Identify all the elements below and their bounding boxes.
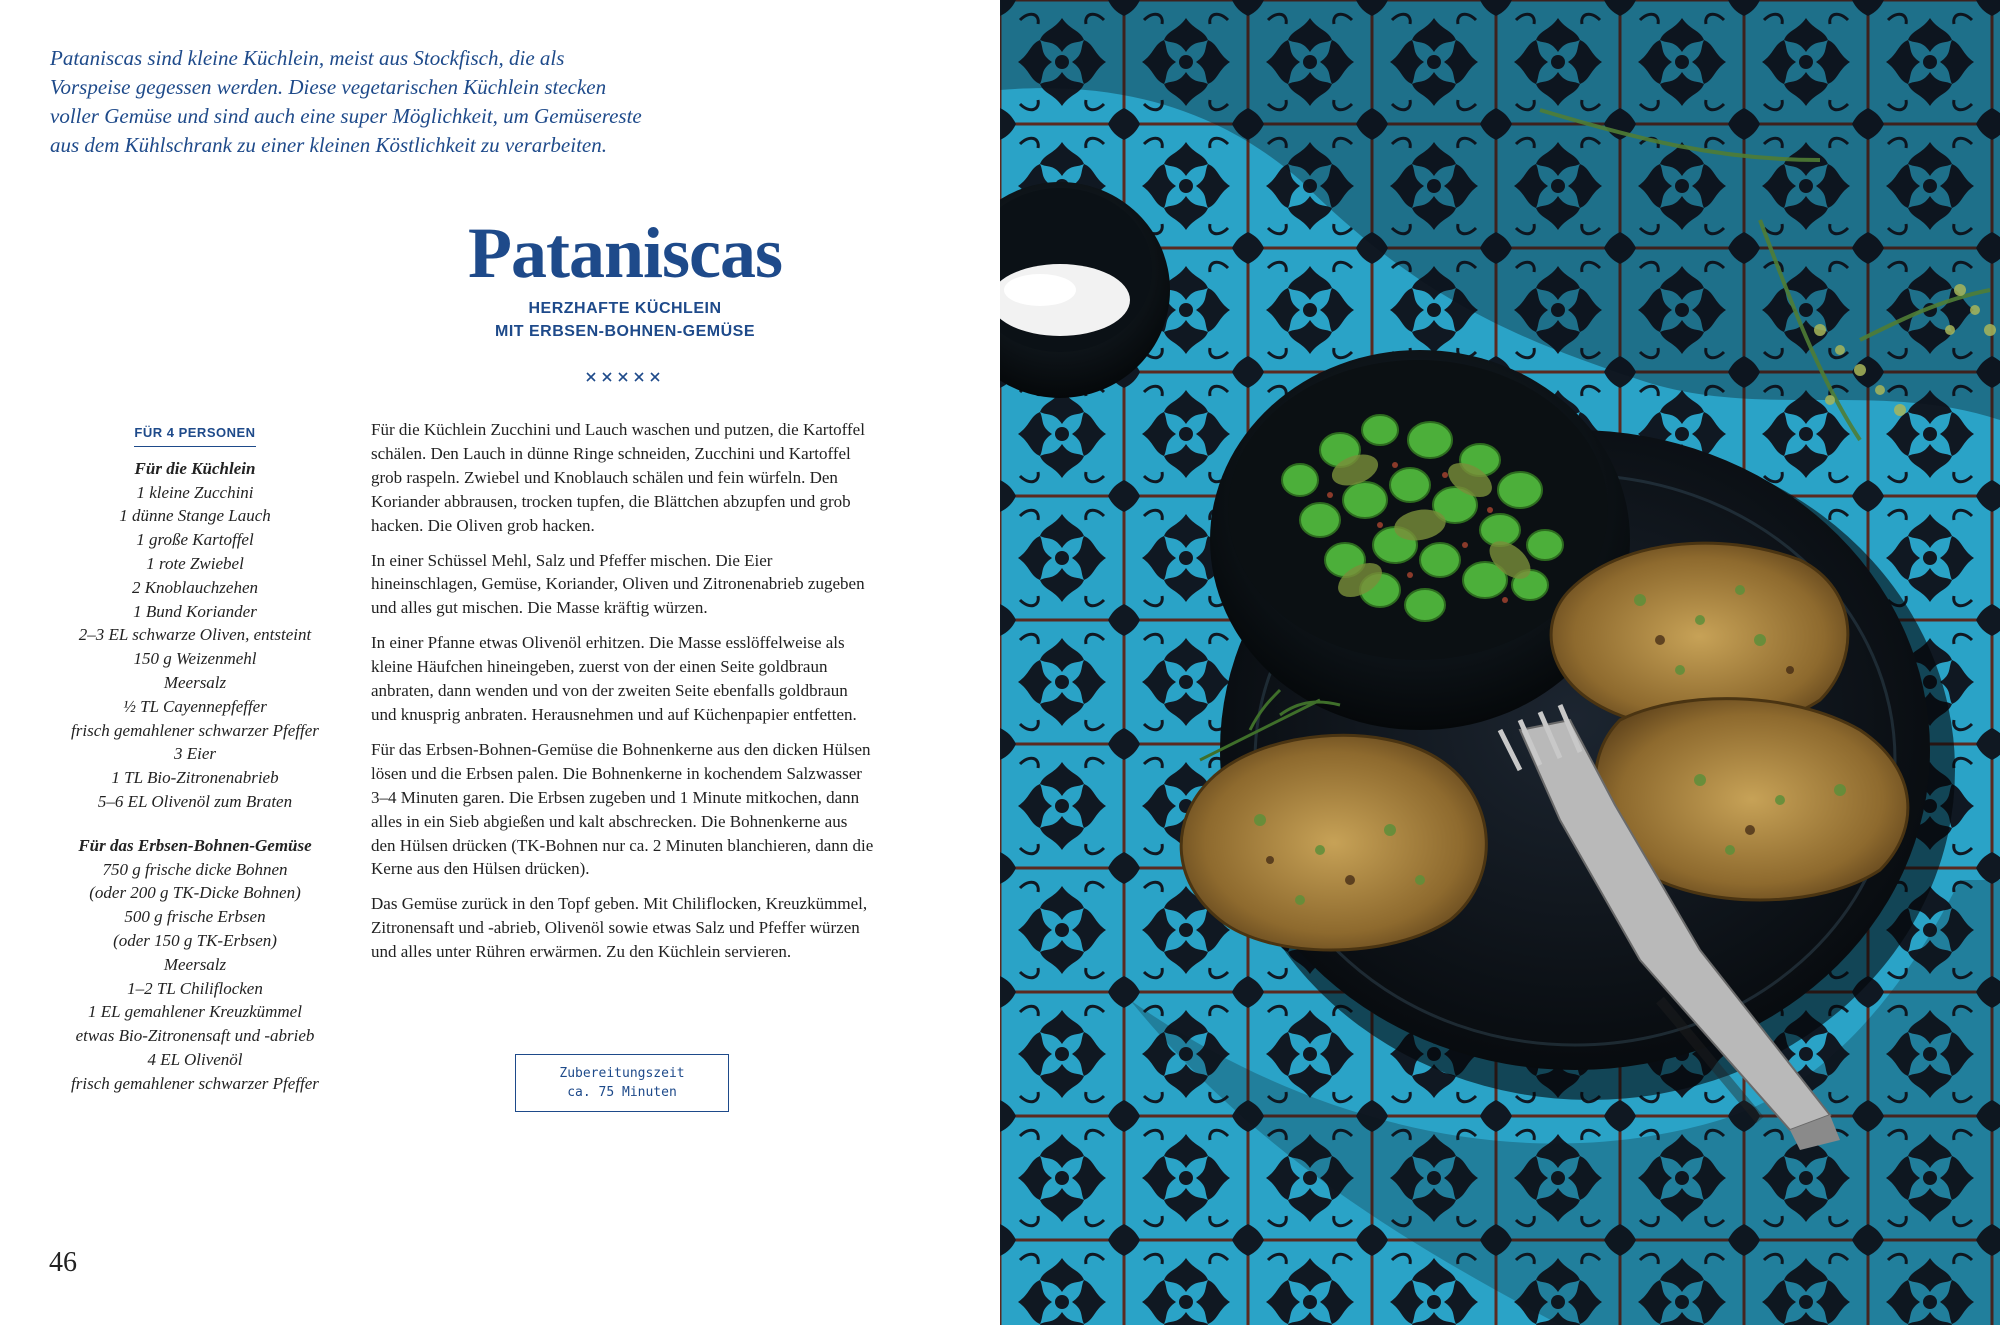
intro-text: Pataniscas sind kleine Küchlein, meist aus Stockfisch, die als Vorspeise gegessen werden. Diese vegetarischen Küchlein stecken voller Gemüse und sind auch eine super Möglichkeit, um Gemüsereste aus dem Kühlschrank zu einer kleinen Köstlichkeit zu verarbeiten. <box>50 46 642 157</box>
ingredient-item: 2 Knoblauchzehen <box>131 577 259 597</box>
recipe-title: Pataniscas <box>468 213 782 293</box>
ingredient-item: 5–6 EL Olivenöl zum Braten <box>97 791 293 811</box>
ingredient-item: frisch gemahlener schwarzer Pfeffer <box>71 720 319 740</box>
ingredient-item: 1 kleine Zucchini <box>136 482 254 502</box>
subtitle-line-1: HERZHAFTE KÜCHLEIN <box>528 300 722 317</box>
prep-time-box <box>515 1054 729 1112</box>
step-paragraph: Das Gemüse zurück in den Topf geben. Mit Chiliflocken, Kreuzkümmel, Zitronensaft und -abrieb, Olivenöl sowie etwas Salz und Pfeffer würzen und alles unter Rühren erwärmen. Zu den Küchlein servieren. <box>371 894 868 962</box>
ingredient-item: 1–2 TL Chiliflocken <box>127 978 263 998</box>
ingredients-list <box>55 420 335 1116</box>
prep-time-label: Zubereitungszeit <box>559 1066 685 1081</box>
ingredient-group-title: Für das Erbsen-Bohnen-Gemüse <box>78 835 312 855</box>
ingredient-group-title: Für die Küchlein <box>134 458 256 478</box>
step-paragraph: In einer Schüssel Mehl, Salz und Pfeffer mischen. Die Eier hineinschlagen, Gemüse, Koriander, Oliven und Zitronenabrieb zugeben und alles gut mischen. Die Masse kräftig würzen. <box>371 550 865 618</box>
ingredient-item: 1 Bund Koriander <box>133 601 257 621</box>
ingredient-group-kuechlein <box>55 457 335 814</box>
page-number: 46 <box>49 1247 77 1278</box>
ingredient-item: Meersalz <box>163 954 227 974</box>
food-photo <box>1000 0 2000 1325</box>
ingredient-item: 1 dünne Stange Lauch <box>119 506 271 526</box>
ingredient-group-gemuese <box>55 834 335 1096</box>
ingredient-item: 1 EL gemahlener Kreuzkümmel <box>88 1002 302 1022</box>
step-paragraph: Für die Küchlein Zucchini und Lauch waschen und putzen, die Kartoffel schälen. Den Lauch in dünne Ringe schneiden, Zucchini und Kartoffel grob raspeln. Zwiebel und Knoblauch schälen und fein würfeln. Den Koriander abbrausen, trocken tupfen, die Blättchen abzupfen und grob hacken. Die Oliven grob hacken. <box>371 420 865 535</box>
ingredient-item: 500 g frische Erbsen <box>124 907 266 927</box>
ingredient-item: 4 EL Olivenöl <box>147 1049 243 1069</box>
ingredient-item: 1 große Kartoffel <box>136 530 254 550</box>
ingredient-item: etwas Bio-Zitronensaft und -abrieb <box>75 1026 315 1046</box>
step-paragraph: Für das Erbsen-Bohnen-Gemüse die Bohnenkerne aus den dicken Hülsen lösen und die Erbsen palen. Die Bohnenkerne in kochendem Salzwasser 3–4 Minuten garen. Die Erbsen zugeben und 1 Minute mitkochen, dann alles in ein Sieb abgießen und kalt abschrecken. Die Bohnenkerne aus den Hülsen drücken (TK-Bohnen nur ca. 2 Minuten blanchieren, dann die Kerne aus den Hülsen drücken). <box>371 739 874 879</box>
ingredient-item: ½ TL Cayennepfeffer <box>123 696 267 716</box>
prep-time-value: ca. 75 Minuten <box>567 1085 677 1100</box>
ingredient-item: (oder 200 g TK-Dicke Bohnen) <box>89 883 301 903</box>
ingredient-item: 1 rote Zwiebel <box>146 553 244 573</box>
food-photo-illustration <box>1000 0 2000 1325</box>
cross-stitch-icon <box>585 370 665 384</box>
ingredient-item: 1 TL Bio-Zitronenabrieb <box>111 768 279 788</box>
servings-label: FÜR 4 PERSONEN <box>134 421 255 447</box>
step-paragraph: In einer Pfanne etwas Olivenöl erhitzen. Die Masse esslöffelweise als kleine Häufchen hineingeben, zuerst von der einen Seite goldbraun anbraten, dann wenden und von der zweiten Seite ebenfalls goldbraun und knusprig anbraten. Herausnehmen und auf Küchenpapier entfetten. <box>371 633 857 724</box>
ingredient-item: frisch gemahlener schwarzer Pfeffer <box>71 1073 319 1093</box>
ingredient-item: 3 Eier <box>173 744 217 764</box>
ingredient-item: (oder 150 g TK-Erbsen) <box>113 930 277 950</box>
ingredient-item: Meersalz <box>163 672 227 692</box>
ingredient-item: 2–3 EL schwarze Oliven, entsteint <box>78 625 312 645</box>
ingredient-item: 750 g frische dicke Bohnen <box>102 859 288 879</box>
ingredient-item: 150 g Weizenmehl <box>133 649 257 669</box>
preparation-steps <box>371 418 876 975</box>
subtitle-line-2: MIT ERBSEN-BOHNEN-GEMÜSE <box>494 323 755 340</box>
